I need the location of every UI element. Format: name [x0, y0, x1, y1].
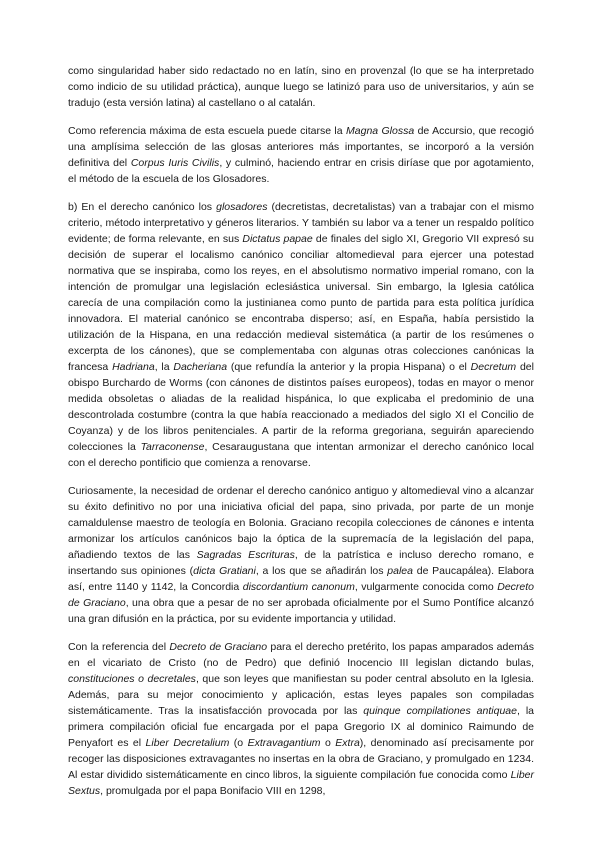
text-run: de finales del siglo XI, Gregorio VII expresó su decisión de superar el localismo canónico conciliar altomedieval para ejercer una potestad normativa que se inspiraba, como los reyes, en el absolutismo normativo imperial romano, con la intención de promulgar una legislación eclesiástica universal. Sin embargo, la Iglesia católica carecía de una compilación como la justinianea como punto de partida para esta política jurídica innovadora. El material canónico se encontraba disperso; así, en España, había persistido la utilización de la Hispana, en una redacción medieval sistemática (a partir de los resúmenes o excerpta de los cánones), que se complementaba con algunas otras colecciones canónicas la francesa — [68, 233, 535, 373]
text-run: (decretistas, decretalistas) van a trabajar con el mismo criterio, método interpretativo y géneros literarios. Y también su labor va a tener un respaldo político evidente; de forma relevante, en sus — [68, 201, 534, 245]
italic-text: Extravagantium — [247, 737, 321, 749]
text-run: Como referencia máxima de esta escuela puede citarse la — [68, 125, 347, 137]
paragraph — [68, 483, 534, 627]
text-run: para el derecho pretérito, los papas amparados además en el vicariato de Cristo (no de Pedro) que definió Inocencio III legislan dictando bulas, — [68, 641, 534, 669]
text-run: , que son leyes que manifiestan su poder central absoluto en la Iglesia. Además, para su mejor conocimiento y aplicación, estas leyes papales son compiladas sistemáticamente. Tras la insatisfacción provocada por las — [68, 673, 534, 717]
italic-text: Dictatus papae — [242, 233, 313, 245]
text-run: de Paucapálea). Elabora así, entre 1140 y 1142, la Concordia — [68, 565, 535, 593]
text-run: b) En el derecho canónico los — [68, 201, 217, 213]
text-run: , una obra que a pesar de no ser aprobada oficialmente por el Sumo Pontífice alcanzó una gran difusión en la práctica, por su evidente importancia y utilidad. — [68, 597, 535, 625]
italic-text: Dacheriana — [173, 361, 228, 373]
text-run: Con la referencia del — [68, 641, 170, 653]
text-run: ), denominado así precisamente por recoger las disposiciones extravagantes no insertas en la obra de Graciano, y promulgado en 1234. Al estar dividido sistemáticamente en cinco libros, la siguiente compilación fue conocida como — [68, 737, 534, 781]
italic-text: Extra — [335, 737, 360, 749]
text-run: o — [320, 737, 336, 749]
text-run: , promulgada por el papa Bonifacio VIII en 1298, — [100, 785, 326, 797]
paragraph — [68, 639, 534, 799]
text-run: , Cesaraugustana que intentan armonizar el derecho canónico local con el derecho pontificio que comienza a renovarse. — [68, 441, 534, 469]
text-run: , la primera compilación oficial fue encargada por el papa Gregorio IX al dominico Raimundo de Penyafort es el — [68, 705, 534, 749]
paragraph — [68, 199, 534, 471]
italic-text: constituciones o decretales — [68, 673, 196, 685]
text-run: (o — [229, 737, 248, 749]
italic-text: quinque compilationes antiquae — [363, 705, 517, 717]
italic-text: glosadores — [216, 201, 268, 213]
italic-text: Tarraconense — [140, 441, 205, 453]
text-run: del obispo Burchardo de Worms (con cánones de distintos países europeos), todas en mayor o menor medida obsoletas o aliadas de la realidad hispánica, lo que explicaba el predominio de una descontrolada costumbre (contra la que había reaccionado a mediados del siglo XI el Concilio de Coyanza) y de los libros penitenciales. A partir de la reforma gregoriana, seguirán apareciendo colecciones la — [68, 361, 534, 453]
text-run: , a los que se añadirán los — [255, 565, 388, 577]
italic-text: discordantium canonum — [242, 581, 355, 593]
italic-text: Decretum — [470, 361, 517, 373]
document-page — [68, 63, 534, 811]
italic-text: palea — [387, 565, 413, 577]
paragraph — [68, 63, 534, 111]
text-run: (que refundía la anterior y la propia Hispana) o el — [227, 361, 471, 373]
text-run: , vulgarmente conocida como — [354, 581, 498, 593]
italic-text: dicta Gratiani — [193, 565, 256, 577]
italic-text: Liber Decretalium — [145, 737, 230, 749]
text-run: de Accursio, que recogió una amplísima selección de las glosas anteriores más importantes, se incorporó a la versión definitiva del — [68, 125, 535, 169]
text-run: , y culminó, haciendo entrar en crisis diríase que por agotamiento, el método de la escuela de los Glosadores. — [68, 157, 534, 185]
italic-text: Hadriana — [112, 361, 155, 373]
text-run: , de la patrística e incluso derecho romano, e insertando sus opiniones ( — [68, 549, 534, 577]
text-run: Curiosamente, la necesidad de ordenar el derecho canónico antiguo y altomedieval vino a alcanzar su éxito definitivo no por una iniciativa oficial del papa, sino privada, por parte de un monje camaldulense maestro de teología en Bolonia. Graciano recopila colecciones de cánones e intenta armonizar los artículos canónicos bajo la óptica de la supremacía de la legislación del papa, añadiendo textos de las — [68, 485, 534, 561]
italic-text: Decreto de Graciano — [169, 641, 268, 653]
italic-text: Corpus Iuris Civilis — [130, 157, 220, 169]
italic-text: Decreto de Graciano — [68, 581, 534, 609]
italic-text: Magna Glossa — [346, 125, 415, 137]
italic-text: Liber Sextus — [68, 769, 534, 797]
italic-text: Sagradas Escrituras — [196, 549, 295, 561]
text-run: , la — [154, 361, 174, 373]
text-run: como singularidad haber sido redactado no en latín, sino en provenzal (lo que se ha interpretado como indicio de su utilidad práctica), aunque luego se latinizó para uso de universitarios, y aún se tradujo (esta versión latina) al castellano o al catalán. — [68, 65, 534, 109]
paragraph — [68, 123, 534, 187]
